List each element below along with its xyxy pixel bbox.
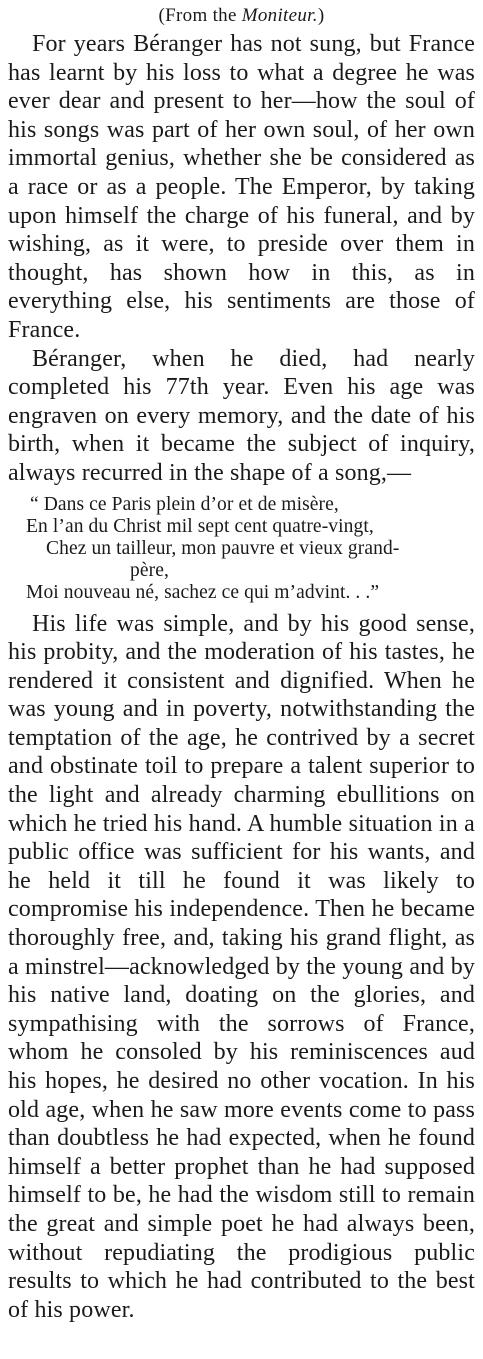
article-column [8, 4, 475, 1324]
article-source-heading [8, 4, 475, 28]
verse-line-4: Moi nouveau né, sachez ce qui m’advint. . .” [26, 581, 380, 603]
heading-source-name: Moniteur. [241, 5, 318, 26]
song-quotation [8, 494, 475, 604]
paragraph-2: Béranger, when he died, had nearly completed his 77th year. Even his age was engraven on every memory, and the date of his birth, when it became the subject of inquiry, always recurred in the shape of a song,— [8, 345, 475, 486]
verse-line-2: En l’an du Christ mil sept cent quatre-vingt, [26, 515, 374, 537]
paragraph-3: His life was simple, and by his good sense, his probity, and the moderation of his tastes, he rendered it consistent and dignified. When he was young and in poverty, notwithstanding the temptation of the age, he contrived by a secret and obstinate toil to prepare a talent superior to the light and already charming ebullitions on which he tried his hand. A humble situation in a public office was sufficient for his wants, and he held it till he found it was likely to compromise his independence. Then he became thoroughly free, and, taking his grand flight, as a minstrel—acknowledged by the young and by his native land, doating on the glories, and sympathising with the sorrows of France, whom he consoled by his reminiscences aud his hopes, he desired no other vocation. In his old age, when he saw more events come to pass than doubtless he had expected, when he found himself a better prophet than he had supposed himself to be, he had the wisdom still to remain the great and simple poet he had always been, without repudiating the prodigious public results to which he had contributed to the best of his power. [8, 610, 475, 1323]
paragraph-1: For years Béranger has not sung, but France has learnt by his loss to what a degree he was ever dear and present to her—how the soul of his songs was part of her own soul, of her own immortal genius, whether she be considered as a race or as a people. The Emperor, by taking upon himself the charge of his funeral, and by wishing, as it were, to preside over them in thought, has shown how in this, as in everything else, his sentiments are those of France. [8, 31, 475, 343]
verse-line-1: “ Dans ce Paris plein d’or et de misère, [30, 493, 339, 515]
verse-line-3-continuation: père, [130, 559, 169, 581]
heading-open: (From the [158, 5, 242, 26]
heading-close: ) [317, 5, 325, 26]
verse-line-3: Chez un tailleur, mon pauvre et vieux grand- [46, 537, 400, 559]
